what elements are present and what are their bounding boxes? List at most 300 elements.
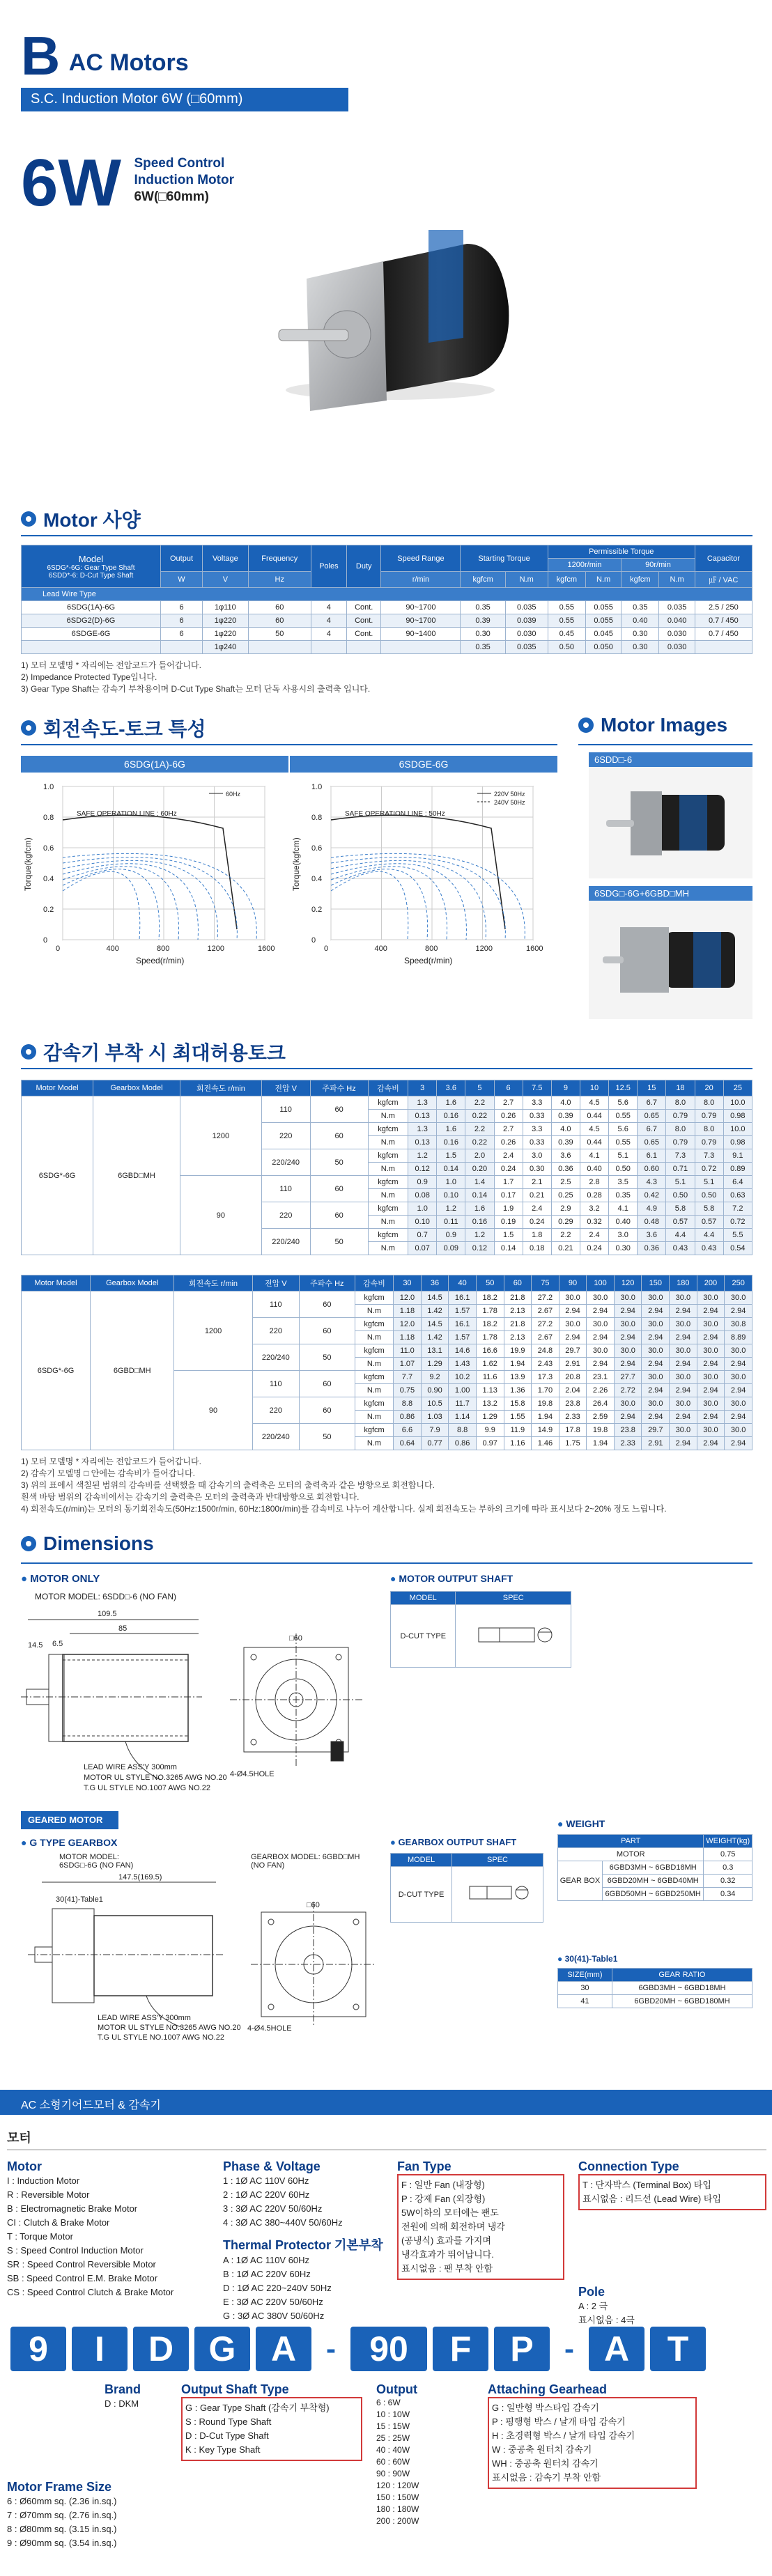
gear-ratio: 25 xyxy=(723,1080,752,1096)
gbs-type: D-CUT TYPE xyxy=(391,1867,452,1923)
img1-label: 6SDD□-6 xyxy=(589,752,752,767)
spec-head-frequency: Frequency xyxy=(248,545,311,572)
gear-cell: N.m xyxy=(355,1411,393,1424)
decode-item: 표시없음 : 리드선 (Lead Wire) 타입 xyxy=(582,2194,721,2204)
gear-cell: N.m xyxy=(368,1242,408,1255)
gear-cell: 0.57 xyxy=(666,1216,695,1229)
spec-head-poles: Poles xyxy=(311,545,346,588)
unit-nm: N.m xyxy=(505,572,548,588)
gear-cell: kgfcm xyxy=(368,1176,408,1189)
gear-cell: 19.8 xyxy=(587,1424,615,1437)
spec-cell: 0.030 xyxy=(659,628,695,641)
gear-cell: 1.6 xyxy=(437,1096,465,1110)
gb-shaft-label: ● GEARBOX OUTPUT SHAFT xyxy=(390,1837,517,1847)
spec-cell: 0.35 xyxy=(461,601,505,614)
decode-item: E : 3Ø AC 220V 50/60Hz xyxy=(223,2297,323,2307)
gear-cell: 30.0 xyxy=(559,1291,587,1305)
gear-cell: 20.8 xyxy=(559,1371,587,1384)
gear-cell: 9.1 xyxy=(723,1149,752,1163)
gear-cell: 2.94 xyxy=(587,1358,615,1371)
gear-note: 3) 위의 표에서 색칠된 범위의 감속비를 선택했을 때 감속기의 출력축은 모터의 출력축과 같은 방향으로 회전합니다. xyxy=(21,1480,435,1490)
gear-cell: 0.75 xyxy=(394,1384,422,1397)
gear-cell: 1.0 xyxy=(408,1202,437,1216)
decode-item: 7 : Ø70mm sq. (2.76 in.sq.) xyxy=(7,2510,117,2520)
spec-table-wrap xyxy=(21,545,752,695)
decode-item: I : Induction Motor xyxy=(7,2175,80,2186)
gear-freq: 60 xyxy=(310,1096,368,1123)
unit-kgfcm: kgfcm xyxy=(461,572,505,588)
gear-cell: 2.7 xyxy=(494,1096,523,1110)
gear-cell: 5.1 xyxy=(666,1176,695,1189)
gear-speed: 90 xyxy=(174,1371,252,1450)
spec-cell xyxy=(248,641,311,654)
gear-cell: 2.33 xyxy=(614,1437,642,1450)
gear-cell: 2.5 xyxy=(551,1176,580,1189)
gear-cell: 0.43 xyxy=(695,1242,723,1255)
gear-cell: 6.1 xyxy=(638,1149,666,1163)
gear-cell: 1.9 xyxy=(494,1202,523,1216)
gear-cell: 19.8 xyxy=(532,1397,559,1411)
code-box: 90 xyxy=(350,2327,427,2371)
decode-item: (공냉식) 효과를 가지며 xyxy=(401,2235,491,2246)
spec-cell: 90~1700 xyxy=(381,614,461,628)
gear-cell: 29.7 xyxy=(642,1424,670,1437)
gear-cell: 0.54 xyxy=(723,1242,752,1255)
gear-cell: 0.72 xyxy=(695,1163,723,1176)
decode-item: 60 : 60W xyxy=(376,2457,410,2467)
gear-cell: 2.4 xyxy=(580,1229,608,1242)
y-label: Torque(kgfcm) xyxy=(291,837,301,891)
gear-cell: N.m xyxy=(355,1305,393,1318)
gear-head: 전압 V xyxy=(252,1275,299,1291)
gear-cell: 0.11 xyxy=(437,1216,465,1229)
gear-ratio: 20 xyxy=(695,1080,723,1096)
bullet-icon xyxy=(21,511,36,527)
gear-cell: 2.94 xyxy=(670,1384,697,1397)
gear-cell: 0.13 xyxy=(408,1136,437,1149)
decode-pole-block xyxy=(578,2285,766,2327)
weight-cell: GEAR BOX xyxy=(558,1861,603,1901)
gear-cell: 10.0 xyxy=(723,1123,752,1136)
lead-3: T.G UL STYLE NO.1007 AWG NO.22 xyxy=(84,1784,210,1792)
gear-head-row xyxy=(22,1080,752,1096)
gear-cell: 7.9 xyxy=(421,1424,449,1437)
gear-cell: 2.94 xyxy=(642,1331,670,1344)
graph2-title: 6SDGE-6G xyxy=(288,756,557,773)
decode-phase-list xyxy=(223,2174,404,2230)
gear-freq: 60 xyxy=(299,1397,355,1424)
gear-freq: 60 xyxy=(310,1176,368,1202)
gbs-drawing xyxy=(452,1867,543,1923)
gear-cell: 0.57 xyxy=(695,1216,723,1229)
gear-cell: 0.24 xyxy=(523,1216,551,1229)
gear-cell: 16.1 xyxy=(449,1318,477,1331)
gear-ratio: 50 xyxy=(476,1275,504,1291)
gear-cell: 2.8 xyxy=(580,1176,608,1189)
x-tick: 400 xyxy=(374,945,387,953)
gear-cell: 5.1 xyxy=(609,1149,638,1163)
spec-head-voltage: Voltage xyxy=(203,545,249,572)
gear-cell: 1.42 xyxy=(421,1305,449,1318)
gear-head: Gearbox Model xyxy=(91,1275,174,1291)
gear-cell: 30.0 xyxy=(725,1397,752,1411)
decode-item: W : 중공축 원터치 감속기 xyxy=(492,2444,592,2455)
decode-conn-list xyxy=(578,2174,766,2210)
weight-cell: 6GBD3MH ~ 6GBD18MH xyxy=(602,1861,704,1875)
y-tick: 0.8 xyxy=(311,814,323,822)
gear-cell: 27.7 xyxy=(614,1371,642,1384)
gear-cell: 0.9 xyxy=(437,1229,465,1242)
gear-cell: 10.5 xyxy=(421,1397,449,1411)
gear-cell: 14.9 xyxy=(532,1424,559,1437)
gear-cell: 0.65 xyxy=(638,1136,666,1149)
gear-cell: 0.50 xyxy=(695,1189,723,1202)
spec-title-wrap xyxy=(21,505,141,533)
shaft-drawing xyxy=(456,1605,571,1668)
gear-volt: 110 xyxy=(252,1291,299,1318)
gear-cell: 10.2 xyxy=(449,1371,477,1384)
spec-cell: 0.35 xyxy=(622,601,659,614)
gear-cell: 0.18 xyxy=(523,1242,551,1255)
gear-cell: 3.5 xyxy=(609,1176,638,1189)
spec-head-capacitor: Capacitor xyxy=(695,545,752,572)
gear-cell: 0.16 xyxy=(437,1110,465,1123)
gb-shaft-table xyxy=(390,1853,543,1923)
gear-cell: 12.0 xyxy=(394,1291,422,1305)
gear-cell: 2.94 xyxy=(559,1331,587,1344)
gear-cell: 30.0 xyxy=(725,1344,752,1358)
spec-cell xyxy=(161,641,203,654)
gear-cell: 2.94 xyxy=(642,1305,670,1318)
spec-cell: Cont. xyxy=(347,628,381,641)
motor-only-model: MOTOR MODEL: 6SDD□-6 (NO FAN) xyxy=(35,1592,177,1601)
code-dash: - xyxy=(564,2332,574,2365)
decode-band: AC 소형기어드모터 & 감속기 xyxy=(0,2090,772,2115)
g-type-label: ● G TYPE GEARBOX xyxy=(21,1837,118,1848)
spec-head-output: Output xyxy=(161,545,203,572)
gear-cell: 0.33 xyxy=(523,1110,551,1123)
gear-ratio: 3.6 xyxy=(437,1080,465,1096)
safe-label: SAFE OPERATION LINE : 50Hz xyxy=(345,810,445,818)
gear-cell: 21.8 xyxy=(504,1291,532,1305)
y-tick: 0.4 xyxy=(311,875,323,883)
gear-cell: 2.94 xyxy=(697,1358,725,1371)
decode-item: 4 : 3Ø AC 380~440V 50/60Hz xyxy=(223,2217,343,2228)
gear-volt: 220/240 xyxy=(261,1229,310,1255)
output-shaft-table xyxy=(390,1591,571,1668)
gear-cell: 5.8 xyxy=(695,1202,723,1216)
decode-item: 2 : 1Ø AC 220V 60Hz xyxy=(223,2189,310,2200)
decode-item: 8 : Ø80mm sq. (3.15 in.sq.) xyxy=(7,2524,117,2534)
gear-cell: 2.94 xyxy=(725,1358,752,1371)
spec-cell: 6SDGE-6G xyxy=(22,628,161,641)
decode-attach-head: Attaching Gearhead xyxy=(488,2382,608,2396)
weight-row xyxy=(558,1861,752,1875)
gear-cell: 2.94 xyxy=(642,1358,670,1371)
weight-row xyxy=(558,1848,752,1861)
spec-cell: 0.39 xyxy=(461,614,505,628)
gear-cell: N.m xyxy=(368,1163,408,1176)
gear-cell: 0.44 xyxy=(580,1136,608,1149)
decode-brand-head: Brand xyxy=(105,2382,141,2396)
decode-thermal-head: Thermal Protector 기본부착 xyxy=(223,2238,383,2252)
gear-cell: 30.0 xyxy=(697,1397,725,1411)
gbs-head-spec: SPEC xyxy=(452,1854,543,1867)
gear-cell: 11.0 xyxy=(394,1344,422,1358)
gear-cell: 2.26 xyxy=(587,1384,615,1397)
gear-table-2-wrap xyxy=(21,1275,752,1515)
gear-cell: 30.0 xyxy=(614,1344,642,1358)
gear-cell: 13.1 xyxy=(421,1344,449,1358)
gear-cell: 8.8 xyxy=(394,1397,422,1411)
spec-cell: 0.55 xyxy=(548,614,585,628)
gear-cell: 30.0 xyxy=(642,1344,670,1358)
gear-cell: 0.24 xyxy=(580,1242,608,1255)
gear-cell: 2.94 xyxy=(670,1331,697,1344)
gear-cell: 23.8 xyxy=(559,1397,587,1411)
gear-cell: 4.1 xyxy=(580,1149,608,1163)
gear-cell: 2.04 xyxy=(559,1384,587,1397)
decode-item: F : 일반 Fan (내장형) xyxy=(401,2180,485,2190)
gear-cell: 4.3 xyxy=(638,1176,666,1189)
gear-cell: 30.0 xyxy=(670,1371,697,1384)
gear-cell: 0.17 xyxy=(494,1189,523,1202)
table1-wrap xyxy=(557,1968,752,2008)
gear-cell: 0.10 xyxy=(408,1216,437,1229)
gear-cell: 0.21 xyxy=(551,1242,580,1255)
decode-item: D : DKM xyxy=(105,2398,139,2409)
gear-cell: 4.5 xyxy=(580,1123,608,1136)
decode-output-block xyxy=(376,2382,467,2527)
gear-cell: 5.6 xyxy=(609,1123,638,1136)
unit-freq: Hz xyxy=(248,572,311,588)
dims-title-wrap xyxy=(21,1533,154,1555)
gear-freq: 50 xyxy=(310,1149,368,1176)
gear-cell: 1.14 xyxy=(449,1411,477,1424)
gear-cell: 4.0 xyxy=(551,1123,580,1136)
spec-cell: 4 xyxy=(311,614,346,628)
gear-cell: 0.72 xyxy=(723,1216,752,1229)
gear-head: 회전속도 r/min xyxy=(180,1080,261,1096)
gear-cell: 1.2 xyxy=(408,1149,437,1163)
gear-cell: 30.0 xyxy=(587,1291,615,1305)
table1-label: ● 30(41)-Table1 xyxy=(557,1954,618,1964)
divider xyxy=(7,2149,766,2150)
gear-head: 회전속도 r/min xyxy=(174,1275,252,1291)
dims-title: Dimensions xyxy=(43,1533,154,1554)
geared-motor-band: GEARED MOTOR xyxy=(21,1811,118,1829)
spec-body xyxy=(22,601,752,654)
spec-cell: 0.35 xyxy=(461,641,505,654)
gear-cell: 6.4 xyxy=(723,1176,752,1189)
gear-cell: 1.78 xyxy=(476,1331,504,1344)
decode-item: 150 : 150W xyxy=(376,2492,419,2502)
motor-image-1 xyxy=(589,767,752,878)
weight-head-row xyxy=(558,1835,752,1848)
table1-cell: 6GBD3MH ~ 6GBD18MH xyxy=(612,1982,752,1995)
unit-output: W xyxy=(161,572,203,588)
spec-cell xyxy=(695,641,752,654)
legend-label: 220V 50Hz xyxy=(494,791,525,798)
decode-conn-head: Connection Type xyxy=(578,2159,679,2173)
decode-item: T : 단자박스 (Terminal Box) 타입 xyxy=(582,2180,711,2190)
spec-cell xyxy=(22,641,161,654)
gear-cell: 8.89 xyxy=(725,1331,752,1344)
gear-cell: 2.94 xyxy=(614,1411,642,1424)
gear-title: 감속기 부착 시 최대허용토크 xyxy=(43,1042,286,1064)
gear-cell: 0.30 xyxy=(523,1163,551,1176)
gear-cell: 30.0 xyxy=(725,1371,752,1384)
gear-cell: 1.5 xyxy=(494,1229,523,1242)
x-tick: 1600 xyxy=(258,945,275,953)
spec-cell: 1φ110 xyxy=(203,601,249,614)
dim-14-5: 14.5 xyxy=(28,1641,43,1650)
gear-cell: 2.2 xyxy=(465,1123,494,1136)
gear-cell: 30.0 xyxy=(670,1424,697,1437)
gear-cell: 8.0 xyxy=(695,1123,723,1136)
gear-note: 1) 모터 모델명 * 자리에는 전압코드가 들어갑니다. xyxy=(21,1457,201,1466)
spec-cell: 2.5 / 250 xyxy=(695,601,752,614)
gear-cell: 0.22 xyxy=(465,1110,494,1123)
decode-item: P : 평행형 박스 / 날개 타입 감속기 xyxy=(492,2416,626,2427)
unit-voltage: V xyxy=(203,572,249,588)
gear-freq: 60 xyxy=(299,1318,355,1344)
motor-only-drawing xyxy=(21,1606,383,1801)
gear-ratio: 18 xyxy=(666,1080,695,1096)
gear-cell: 1.42 xyxy=(421,1331,449,1344)
gear-cell: 2.94 xyxy=(587,1305,615,1318)
unit-speed: r/min xyxy=(381,572,461,588)
decode-item: R : Reversible Motor xyxy=(7,2189,90,2200)
weight-cell: 0.32 xyxy=(704,1875,752,1888)
decode-motor-list xyxy=(7,2174,206,2299)
code-box: 9 xyxy=(10,2327,66,2371)
gear-title-wrap xyxy=(21,1038,286,1066)
gear-cell: 0.19 xyxy=(494,1216,523,1229)
table1-cell: 30 xyxy=(558,1982,612,1995)
bullet-icon xyxy=(21,1536,36,1551)
gear-cell: 5.8 xyxy=(666,1202,695,1216)
gear-cell: 2.4 xyxy=(523,1202,551,1216)
decode-item: 전원에 의해 회전하며 냉각 xyxy=(401,2221,505,2232)
gear-cell: 30.0 xyxy=(697,1424,725,1437)
gear-cell: 30.8 xyxy=(725,1318,752,1331)
gear-motor-model: 6SDG*-6G xyxy=(22,1291,91,1450)
gear-cell: 14.5 xyxy=(421,1318,449,1331)
spec-cell: 1φ220 xyxy=(203,614,249,628)
decode-item: P : 강제 Fan (외장형) xyxy=(401,2194,486,2204)
gear-speed: 90 xyxy=(180,1176,261,1255)
decode-thermal-list xyxy=(223,2253,404,2323)
gear-cell: 2.94 xyxy=(670,1437,697,1450)
decode-item: 120 : 120W xyxy=(376,2481,419,2490)
gear-cell: 0.79 xyxy=(666,1136,695,1149)
gear-cell: 1.4 xyxy=(465,1176,494,1189)
decode-phase-block xyxy=(223,2159,404,2323)
spec-note: 3) Gear Type Shaft는 감속기 부착용이며 D-Cut Type Shaft는 모터 단독 사용시의 출력축 입니다. xyxy=(21,684,371,694)
shaft-head-spec: SPEC xyxy=(456,1592,571,1605)
gear-cell: 26.4 xyxy=(587,1397,615,1411)
weight-table xyxy=(557,1834,752,1901)
spec-note: 2) Impedance Protected Type입니다. xyxy=(21,672,157,682)
spec-cell: 0.40 xyxy=(622,614,659,628)
gear-speed: 1200 xyxy=(180,1096,261,1176)
gear-ratio: 75 xyxy=(532,1275,559,1291)
gear-ratio: 40 xyxy=(449,1275,477,1291)
divider xyxy=(21,744,557,745)
gear-cell: 1.2 xyxy=(437,1202,465,1216)
gear-cell: 0.39 xyxy=(551,1136,580,1149)
gear-ratio: 15 xyxy=(638,1080,666,1096)
gear-cell: 0.26 xyxy=(494,1110,523,1123)
gear-cell: 0.14 xyxy=(465,1189,494,1202)
gear-cell: 30.0 xyxy=(587,1344,615,1358)
spec-cell: 60 xyxy=(248,614,311,628)
spec-cell: 0.035 xyxy=(505,601,548,614)
gear-cell: 2.94 xyxy=(614,1331,642,1344)
images-title-wrap xyxy=(578,714,727,736)
gear-cell: 0.60 xyxy=(638,1163,666,1176)
output-shaft-label: ● MOTOR OUTPUT SHAFT xyxy=(390,1573,514,1584)
gear-cell: 0.50 xyxy=(609,1163,638,1176)
bullet-icon xyxy=(21,1044,36,1060)
decode-pole-list xyxy=(578,2299,766,2327)
gear-cell: 9.2 xyxy=(421,1371,449,1384)
gear-cell: 0.44 xyxy=(580,1110,608,1123)
decode-frame-block xyxy=(7,2480,209,2550)
gear-cell: 1.6 xyxy=(465,1202,494,1216)
gear-table-1-wrap xyxy=(21,1080,752,1255)
shaft-type: D-CUT TYPE xyxy=(391,1605,456,1668)
gear-cell: 4.1 xyxy=(609,1202,638,1216)
gear-cell: 0.25 xyxy=(551,1189,580,1202)
decode-item: 15 : 15W xyxy=(376,2421,410,2431)
gear-ratio: 60 xyxy=(504,1275,532,1291)
gear-freq: 60 xyxy=(299,1371,355,1397)
gear-freq: 50 xyxy=(310,1229,368,1255)
decode-shaft-head: Output Shaft Type xyxy=(181,2382,289,2396)
spec-cell: 50 xyxy=(248,628,311,641)
gdim-table: 30(41)-Table1 xyxy=(56,1895,103,1904)
gear-cell: 1.5 xyxy=(437,1149,465,1163)
spec-cell: 0.045 xyxy=(585,628,621,641)
gear-cell: 0.40 xyxy=(609,1216,638,1229)
decode-item: WH : 중공축 원터치 감속기 xyxy=(492,2458,599,2469)
spec-cell: 0.035 xyxy=(659,601,695,614)
gear-cell: 0.97 xyxy=(476,1437,504,1450)
gear-cell: 1.29 xyxy=(421,1358,449,1371)
gear-cell: 5.5 xyxy=(723,1229,752,1242)
gear-cell: 30.0 xyxy=(587,1318,615,1331)
dim-holes: 4-Ø4.5HOLE xyxy=(230,1770,275,1778)
gear-cell: 30.0 xyxy=(642,1318,670,1331)
gdim-total: 147.5(169.5) xyxy=(118,1874,162,1881)
glead-3: T.G UL STYLE NO.1007 AWG NO.22 xyxy=(98,2033,224,2041)
spec-cell: 6 xyxy=(161,601,203,614)
gear-cell: 0.39 xyxy=(551,1110,580,1123)
gear-note: 2) 감속기 모델명 □ 안에는 감속비가 들어갑니다. xyxy=(21,1468,195,1478)
gear-cell: 2.4 xyxy=(494,1149,523,1163)
gear-volt: 220/240 xyxy=(252,1344,299,1371)
spec-row xyxy=(22,628,752,641)
decode-output-head: Output xyxy=(376,2382,417,2396)
gear-cell: 2.94 xyxy=(642,1384,670,1397)
spec-cell: Cont. xyxy=(347,614,381,628)
gear-ratio: 120 xyxy=(614,1275,642,1291)
gear-cell: 8.8 xyxy=(449,1424,477,1437)
gear-cell: 17.8 xyxy=(559,1424,587,1437)
gear-cell: 27.2 xyxy=(532,1318,559,1331)
